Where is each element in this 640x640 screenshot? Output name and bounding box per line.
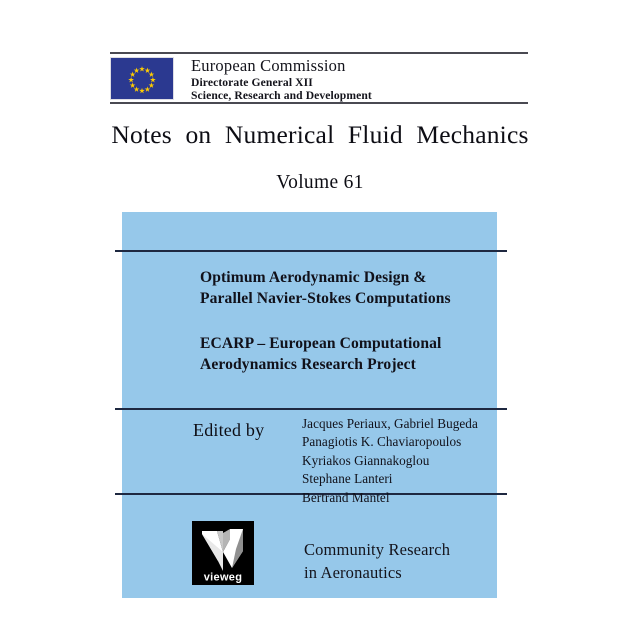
panel-divider-top bbox=[115, 250, 507, 252]
book-title-line-2: Parallel Navier-Stokes Computations bbox=[200, 289, 451, 307]
book-subtitle-line-1: ECARP – European Computational bbox=[200, 335, 442, 352]
editor-list bbox=[302, 415, 478, 507]
eu-flag-icon bbox=[110, 57, 174, 100]
editor-name: Kyriakos Giannakoglou bbox=[302, 452, 430, 468]
svg-text:vieweg: vieweg bbox=[203, 571, 243, 584]
tagline-line-1: Community Research bbox=[304, 540, 451, 559]
series-title: Notes on Numerical Fluid Mechanics bbox=[111, 120, 529, 149]
header-rule-top bbox=[110, 52, 528, 54]
publisher-tagline bbox=[304, 538, 450, 585]
eu-organisation: European Commission bbox=[191, 56, 346, 75]
editor-name: Jacques Periaux, Gabriel Bugeda bbox=[302, 416, 478, 431]
header-rule-bottom bbox=[110, 102, 528, 104]
editor-name: Bertrand Mantel bbox=[302, 489, 390, 505]
vieweg-logo-icon bbox=[192, 521, 254, 585]
tagline-line-2: in Aeronautics bbox=[304, 563, 402, 583]
eu-department: Science, Research and Development bbox=[191, 89, 372, 103]
book-subtitle bbox=[200, 334, 500, 375]
european-commission-header bbox=[110, 57, 530, 101]
panel-divider-middle bbox=[115, 408, 507, 410]
volume-number: Volume 61 bbox=[276, 172, 364, 193]
eu-header-text bbox=[191, 57, 372, 102]
editor-name: Panagiotis K. Chaviaropoulos bbox=[302, 434, 462, 450]
book-subtitle-line-2: Aerodynamics Research Project bbox=[200, 355, 416, 373]
editor-name: Stephane Lanteri bbox=[302, 471, 393, 487]
edited-by-label: Edited by bbox=[193, 420, 265, 440]
book-title bbox=[200, 268, 500, 309]
eu-directorate: Directorate General XII bbox=[191, 75, 313, 89]
book-title-line-1: Optimum Aerodynamic Design & bbox=[200, 269, 427, 286]
